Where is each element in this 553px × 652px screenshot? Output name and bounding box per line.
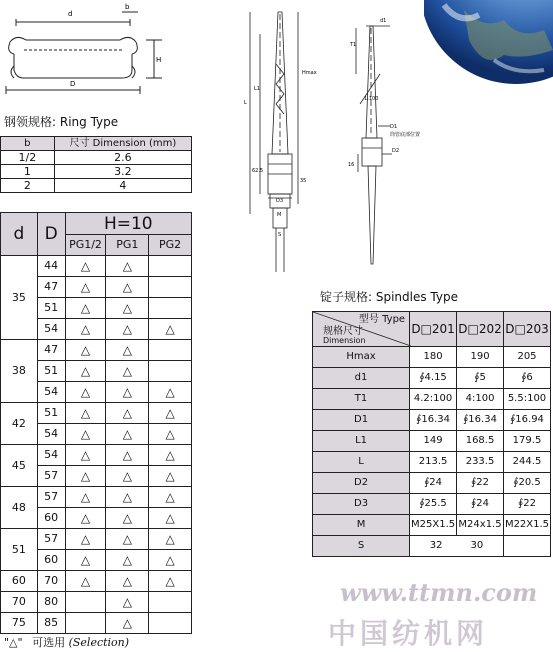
sel-col-pg12: PG1/2	[65, 235, 106, 256]
spindle-value: 205	[504, 347, 551, 368]
ring-type-table	[0, 136, 192, 193]
spindle-value: 4.2:100	[410, 389, 457, 410]
sel-mark-cell: △	[106, 571, 149, 592]
sel-mark-cell: △	[65, 508, 106, 529]
spindle-drawing	[240, 4, 430, 274]
ring-dim-b: b	[125, 3, 130, 11]
selection-row	[1, 529, 192, 550]
ring-type-title: 钢领规格: Ring Type	[4, 115, 119, 129]
sel-D-value: 54	[37, 382, 65, 403]
sel-D-value: 57	[37, 487, 65, 508]
spindle-row-label: L	[313, 452, 410, 473]
sel-d-value: 35	[1, 256, 38, 340]
sel-mark-cell	[65, 592, 106, 613]
spindle-value: ∮16.94	[504, 410, 551, 431]
sel-mark-cell: △	[106, 613, 149, 634]
sel-mark-cell: △	[106, 508, 149, 529]
sel-mark-cell	[149, 277, 192, 298]
sel-col-pg1: PG1	[106, 235, 149, 256]
ring-b: 1	[1, 165, 55, 179]
selection-row	[1, 445, 192, 466]
spindle-row	[313, 473, 551, 494]
spd-label-S: S	[278, 232, 282, 238]
ring-b: 2	[1, 179, 55, 193]
corner-dim-en: Dimension	[323, 336, 366, 345]
spindle-row-label: D2	[313, 473, 410, 494]
spindle-row-label: S	[313, 536, 410, 557]
sel-mark-cell: △	[106, 529, 149, 550]
spindle-row-label: M	[313, 515, 410, 536]
spindle-value: M22X1.5	[504, 515, 551, 536]
sel-mark-cell: △	[65, 487, 106, 508]
sel-D-value: 44	[37, 256, 65, 277]
spd-label-16: 16	[348, 162, 355, 168]
spd-label-D1: D1	[390, 124, 398, 130]
ring-dim: 3.2	[54, 165, 191, 179]
sel-mark-cell: △	[106, 445, 149, 466]
sel-mark-cell: △	[65, 445, 106, 466]
ring-dim-H: H	[156, 56, 162, 64]
sel-mark-cell: △	[106, 403, 149, 424]
selection-row	[1, 340, 192, 361]
spindle-value: ∮25.5	[410, 494, 457, 515]
ring-dim-D: D	[70, 80, 76, 88]
sel-mark-cell: △	[106, 466, 149, 487]
ring-dim-d: d	[68, 10, 73, 18]
sel-d-value: 42	[1, 403, 38, 445]
sel-mark-cell	[149, 340, 192, 361]
ring-drawing	[2, 2, 182, 102]
sel-mark-cell: △	[65, 256, 106, 277]
spd-label-d1: d1	[380, 18, 387, 24]
selection-footnote	[4, 634, 129, 650]
sel-mark-cell: △	[65, 403, 106, 424]
selection-row	[1, 592, 192, 613]
sel-D-value: 85	[37, 613, 65, 634]
spd-label-taper: 1:100	[364, 96, 379, 102]
spindle-row	[313, 452, 551, 473]
sel-d-value: 51	[1, 529, 38, 571]
spindle-row-label: D3	[313, 494, 410, 515]
sel-mark-cell: △	[149, 382, 192, 403]
sel-mark-cell: △	[149, 550, 192, 571]
spindle-value: 213.5	[410, 452, 457, 473]
sel-mark-cell: △	[106, 592, 149, 613]
sel-mark-cell: △	[149, 571, 192, 592]
corner-dim-cn: 规格尺寸	[323, 326, 363, 337]
ring-b: 1/2	[1, 151, 55, 165]
selection-row	[1, 403, 192, 424]
sel-D-value: 54	[37, 424, 65, 445]
spindle-row	[313, 368, 551, 389]
watermark-url: www.ttmn.com	[340, 578, 538, 607]
spindle-row-label: Hmax	[313, 347, 410, 368]
ring-selection-table	[0, 212, 192, 634]
footnote-en: (Selection)	[68, 636, 130, 649]
spindle-row-label: L1	[313, 431, 410, 452]
sel-D-value: 57	[37, 529, 65, 550]
sel-mark-cell: △	[65, 277, 106, 298]
sel-D-value: 51	[37, 403, 65, 424]
spd-label-Hmax: Hmax	[302, 70, 317, 76]
spd-label-L1: L1	[254, 86, 260, 92]
spindle-value: ∮24	[410, 473, 457, 494]
spd-label-T1: T1	[350, 42, 357, 48]
sel-mark-cell: △	[106, 256, 149, 277]
sel-mark-cell: △	[65, 298, 106, 319]
spindle-value: 4:100	[457, 389, 504, 410]
spindle-s-empty	[504, 536, 551, 557]
sel-mark-cell	[149, 256, 192, 277]
spindle-corner-cell	[313, 312, 410, 347]
sel-mark-cell: △	[65, 382, 106, 403]
spindle-row-label: D1	[313, 410, 410, 431]
selection-row	[1, 256, 192, 277]
sel-d-value: 75	[1, 613, 38, 634]
sel-mark-cell	[149, 361, 192, 382]
sel-D-value: 80	[37, 592, 65, 613]
spindle-s-values	[410, 536, 504, 557]
selection-row	[1, 571, 192, 592]
spindle-s-value: 32	[429, 540, 443, 551]
selection-row	[1, 487, 192, 508]
sel-d-value: 45	[1, 445, 38, 487]
spd-label-D2: D2	[392, 148, 400, 154]
ring-dim: 4	[54, 179, 191, 193]
sel-mark-cell: △	[149, 319, 192, 340]
sel-D-value: 54	[37, 445, 65, 466]
sel-mark-cell: △	[65, 361, 106, 382]
footnote-mark: "△"	[4, 636, 23, 649]
footnote-cn: 可选用	[32, 636, 66, 649]
spindle-row-label: T1	[313, 389, 410, 410]
sel-head-d: d	[1, 213, 38, 256]
sel-mark-cell: △	[149, 508, 192, 529]
spindle-row	[313, 410, 551, 431]
spindle-value: ∮20.5	[504, 473, 551, 494]
sel-mark-cell: △	[149, 466, 192, 487]
watermark-cn: 中国纺机网	[328, 617, 489, 650]
sel-d-value: 38	[1, 340, 38, 403]
spindle-value: ∮4.15	[410, 368, 457, 389]
sel-D-value: 51	[37, 298, 65, 319]
sel-D-value: 47	[37, 340, 65, 361]
spindle-value: ∮22	[457, 473, 504, 494]
model-D202: D□202	[457, 312, 504, 347]
sel-mark-cell: △	[106, 424, 149, 445]
spindle-value: 244.5	[504, 452, 551, 473]
sel-mark-cell	[149, 592, 192, 613]
spd-label-bolster-note: 筒管底部位置	[390, 132, 421, 138]
sel-d-value: 48	[1, 487, 38, 529]
spindle-value: ∮22	[504, 494, 551, 515]
sel-mark-cell: △	[106, 382, 149, 403]
sel-mark-cell: △	[149, 424, 192, 445]
spindle-type-title: 锭子规格: Spindles Type	[320, 290, 458, 304]
spindle-value: 190	[457, 347, 504, 368]
spindle-value: 179.5	[504, 431, 551, 452]
sel-mark-cell: △	[106, 319, 149, 340]
spindle-value: M24x1.5	[457, 515, 504, 536]
sel-D-value: 54	[37, 319, 65, 340]
spindle-value: ∮6	[504, 368, 551, 389]
spindle-row	[313, 494, 551, 515]
sel-mark-cell: △	[149, 445, 192, 466]
sel-mark-cell: △	[106, 550, 149, 571]
spindle-value: ∮16.34	[410, 410, 457, 431]
globe-image	[424, 0, 553, 92]
ring-dim: 2.6	[54, 151, 191, 165]
sel-D-value: 57	[37, 466, 65, 487]
spindle-value: 168.5	[457, 431, 504, 452]
sel-d-value: 60	[1, 571, 38, 592]
sel-mark-cell: △	[65, 529, 106, 550]
sel-mark-cell	[65, 613, 106, 634]
spindle-row	[313, 431, 551, 452]
model-D201: D□201	[410, 312, 457, 347]
sel-head-D: D	[37, 213, 65, 256]
sel-mark-cell: △	[65, 340, 106, 361]
corner-type: 型号 Type	[358, 314, 406, 325]
sel-mark-cell: △	[65, 550, 106, 571]
spd-label-62.5: 62.5	[252, 168, 264, 174]
sel-mark-cell: △	[149, 403, 192, 424]
spd-label-D3: D3	[276, 198, 284, 204]
spindle-value: ∮24	[457, 494, 504, 515]
spindle-row	[313, 536, 551, 557]
sel-D-value: 70	[37, 571, 65, 592]
spd-label-35: 35	[300, 178, 307, 184]
sel-D-value: 60	[37, 508, 65, 529]
sel-D-value: 60	[37, 550, 65, 571]
spindle-s-value: 30	[470, 540, 484, 551]
sel-mark-cell: △	[106, 361, 149, 382]
sel-d-value: 70	[1, 592, 38, 613]
sel-mark-cell: △	[65, 319, 106, 340]
ring-head-b: b	[1, 137, 55, 151]
selection-row	[1, 613, 192, 634]
sel-D-value: 47	[37, 277, 65, 298]
sel-mark-cell: △	[106, 277, 149, 298]
spindle-row	[313, 389, 551, 410]
sel-mark-cell	[149, 613, 192, 634]
sel-col-pg2: PG2	[149, 235, 192, 256]
spd-label-L: L	[244, 100, 247, 106]
model-D203: D□203	[504, 312, 551, 347]
spindle-value: 5.5:100	[504, 389, 551, 410]
sel-mark-cell: △	[106, 487, 149, 508]
sel-mark-cell: △	[65, 571, 106, 592]
spindle-value: 149	[410, 431, 457, 452]
sel-mark-cell: △	[149, 529, 192, 550]
spindle-type-table	[312, 311, 551, 557]
sel-mark-cell: △	[106, 340, 149, 361]
sel-mark-cell	[149, 298, 192, 319]
spindle-row	[313, 347, 551, 368]
spindle-value: ∮5	[457, 368, 504, 389]
sel-mark-cell: △	[65, 424, 106, 445]
spd-label-M: M	[277, 212, 282, 218]
spindle-value: 180	[410, 347, 457, 368]
spindle-row-label: d1	[313, 368, 410, 389]
sel-mark-cell: △	[149, 487, 192, 508]
spindle-value: 233.5	[457, 452, 504, 473]
spindle-value: ∮16.34	[457, 410, 504, 431]
ring-head-dimension: 尺寸 Dimension (mm)	[54, 137, 191, 151]
spindle-row	[313, 515, 551, 536]
sel-mark-cell: △	[65, 466, 106, 487]
spindle-value: M25X1.5	[410, 515, 457, 536]
sel-head-H: H=10	[65, 213, 191, 235]
sel-D-value: 51	[37, 361, 65, 382]
sel-mark-cell: △	[106, 298, 149, 319]
